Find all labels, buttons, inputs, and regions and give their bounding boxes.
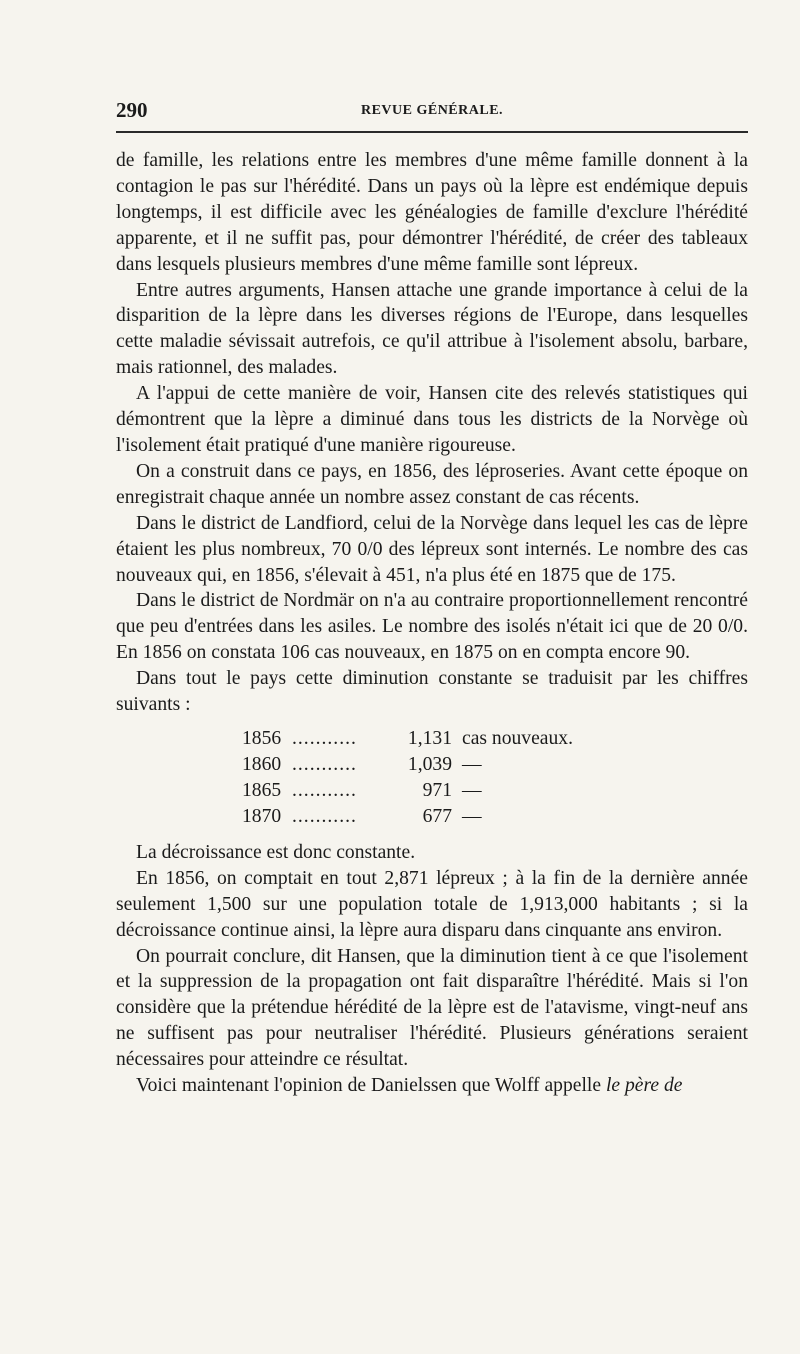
body-text xyxy=(116,148,748,1099)
paragraph: de famille, les relations entre les membres d'une même famille donnent à la contagion le pas sur l'hérédité. Dans un pays où la lèpre est endémique depuis longtemps, il est difficile avec les généalogies de famille d'exclure l'hérédité apparente, et il ne suffit pas, pour démontrer l'hérédité, de créer des tableaux dans lesquels plusieurs membres d'une même famille sont lépreux. xyxy=(116,150,748,275)
stat-leader: ........... xyxy=(292,779,357,801)
stat-value: 677 xyxy=(422,805,452,827)
stat-year: 1865 xyxy=(242,779,282,801)
paragraph-text: Voici maintenant l'opinion de Danielssen que Wolff appelle xyxy=(136,1075,606,1097)
paragraph: Dans le district de Landfiord, celui de la Norvège dans lequel les cas de lèpre étaient les plus nombreux, 70 0/0 des lépreux sont internés. Le nombre des cas nouveaux qui, en 1856, s'élevait à 451, n'a plus été en 1875 que de 175. xyxy=(116,512,748,586)
paragraph: On a construit dans ce pays, en 1856, des léproseries. Avant cette époque on enregistrait chaque année un nombre assez constant de cas récents. xyxy=(116,460,748,508)
stat-value: 1,131 xyxy=(407,727,452,749)
paragraph: En 1856, on comptait en tout 2,871 lépreux ; à la fin de la dernière année seulement 1,500 sur une population totale de 1,913,000 habitants ; si la décroissance continue ainsi, la lèpre aura disparu dans cinquante ans environ. xyxy=(116,867,748,941)
paragraph: Entre autres arguments, Hansen attache une grande importance à celui de la disparition de la lèpre dans les diverses régions de l'Europe, dans lesquelles cette maladie sévissait autrefois, ce qu'il attribue à l'isolement absolu, barbare, mais rationnel, des malades. xyxy=(116,279,748,379)
statistics-table xyxy=(116,726,748,830)
stat-label: cas nouveaux. xyxy=(462,727,573,749)
stat-label: — xyxy=(462,779,482,801)
paragraph: Dans tout le pays cette diminution constante se traduisit par les chiffres suivants : xyxy=(116,668,748,716)
paragraph: A l'appui de cette manière de voir, Hansen cite des relevés statistiques qui démontrent que la lèpre a diminué dans tous les districts de la Norvège où l'isolement était pratiqué d'une manière rigoureuse. xyxy=(116,383,748,456)
stat-value: 1,039 xyxy=(407,753,452,775)
page-header xyxy=(116,98,748,122)
italic-phrase: le père de xyxy=(605,1075,683,1097)
stat-row xyxy=(242,778,748,804)
running-title: REVUE GÉNÉRALE. xyxy=(360,103,504,118)
stat-year: 1856 xyxy=(242,727,282,749)
stat-row xyxy=(242,726,748,752)
paragraph: Dans le district de Nordmär on n'a au contraire proportionnellement rencontré que peu d'entrées dans les asiles. Le nombre des isolés n'était ici que de 20 0/0. En 1856 on constata 106 cas nouveaux, en 1875 on en compta encore 90. xyxy=(116,590,748,664)
paragraph: La décroissance est donc constante. xyxy=(136,841,416,863)
stat-row xyxy=(242,752,748,778)
paragraph: On pourrait conclure, dit Hansen, que la diminution tient à ce que l'isolement et la suppression de la propagation ont fait disparaître l'hérédité. Mais si l'on considère que la prétendue hérédité de la lèpre est de l'atavisme, vingt-neuf ans ne suffisent pas pour neutraliser l'hérédité. Plusieurs générations seraient nécessaires pour atteindre ce résultat. xyxy=(116,945,748,1071)
stat-value: 971 xyxy=(422,779,452,801)
stat-leader: ........... xyxy=(292,753,357,775)
stat-leader: ........... xyxy=(292,727,357,749)
stat-year: 1860 xyxy=(242,753,282,775)
stat-leader: ........... xyxy=(292,805,357,827)
page-number: 290 xyxy=(116,98,148,122)
header-rule xyxy=(116,131,748,133)
paragraph-last xyxy=(116,1073,748,1099)
stat-year: 1870 xyxy=(242,805,282,827)
stat-label: — xyxy=(462,753,482,775)
stat-row xyxy=(242,804,748,830)
stat-label: — xyxy=(462,805,482,827)
